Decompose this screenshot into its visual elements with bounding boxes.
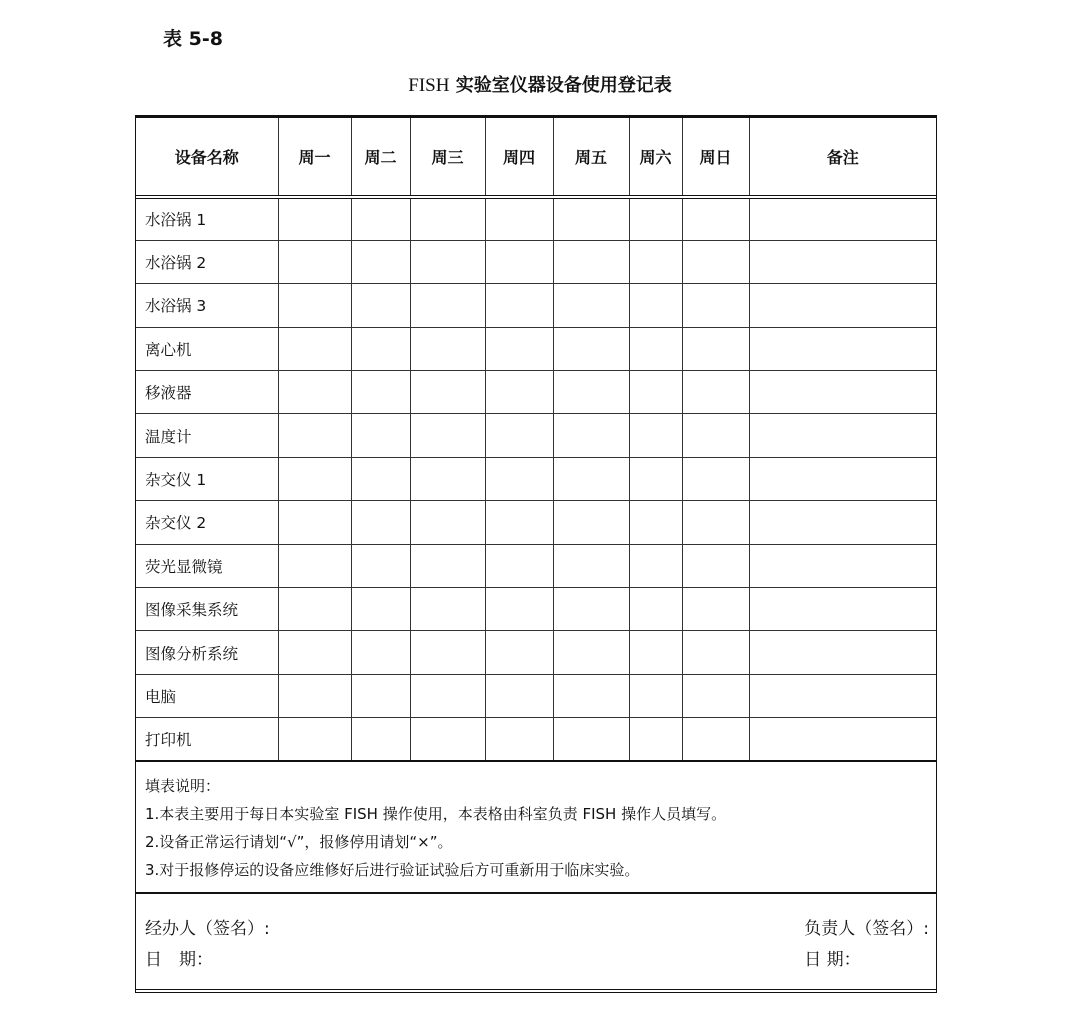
usage-cell-thursday[interactable] [485,631,553,674]
header-row [136,118,936,197]
usage-cell-monday[interactable] [278,371,351,414]
usage-cell-wednesday[interactable] [410,197,485,240]
usage-cell-wednesday[interactable] [410,631,485,674]
usage-cell-thursday[interactable] [485,718,553,761]
usage-cell-saturday[interactable] [629,414,682,457]
instruction-item-2: 2.设备正常运行请划“√”，报修停用请划“×”。 [145,833,453,852]
table-row [136,197,936,240]
remarks-cell[interactable] [749,240,936,283]
column-header-sunday: 周日 [682,118,749,197]
table-row [136,588,936,631]
usage-cell-sunday[interactable] [682,588,749,631]
usage-cell-thursday[interactable] [485,501,553,544]
device-name-cell: 温度计 [136,414,278,457]
remarks-cell[interactable] [749,197,936,240]
device-rows [136,197,936,761]
usage-cell-tuesday[interactable] [351,674,410,717]
table-row [136,327,936,370]
usage-cell-saturday[interactable] [629,327,682,370]
device-name-cell: 杂交仪 1 [136,457,278,500]
usage-cell-monday[interactable] [278,588,351,631]
usage-cell-monday[interactable] [278,414,351,457]
supervisor-date-label: 日 期： [804,950,861,971]
column-header-thursday: 周四 [485,118,553,197]
usage-cell-friday[interactable] [553,284,629,327]
usage-cell-tuesday[interactable] [351,501,410,544]
usage-cell-sunday[interactable] [682,674,749,717]
usage-cell-tuesday[interactable] [351,371,410,414]
device-name-cell: 打印机 [136,718,278,761]
usage-cell-thursday[interactable] [485,284,553,327]
usage-cell-sunday[interactable] [682,197,749,240]
table-row [136,544,936,587]
instructions [136,762,936,894]
usage-cell-sunday[interactable] [682,457,749,500]
usage-cell-tuesday[interactable] [351,284,410,327]
usage-cell-monday[interactable] [278,544,351,587]
usage-cell-monday[interactable] [278,327,351,370]
usage-cell-saturday[interactable] [629,501,682,544]
usage-cell-tuesday[interactable] [351,240,410,283]
usage-cell-thursday[interactable] [485,457,553,500]
usage-cell-sunday[interactable] [682,544,749,587]
device-name-cell: 移液器 [136,371,278,414]
device-name-cell: 图像分析系统 [136,631,278,674]
usage-cell-wednesday[interactable] [410,284,485,327]
table-row [136,240,936,283]
instructions-heading: 填表说明： [145,777,221,796]
usage-cell-thursday[interactable] [485,371,553,414]
usage-cell-saturday[interactable] [629,284,682,327]
device-name-cell: 水浴锅 2 [136,240,278,283]
usage-cell-saturday[interactable] [629,588,682,631]
usage-cell-wednesday[interactable] [410,588,485,631]
remarks-cell[interactable] [749,718,936,761]
usage-cell-wednesday[interactable] [410,327,485,370]
form-title [0,71,1080,97]
form-title-latin: FISH [408,75,450,96]
usage-cell-tuesday[interactable] [351,631,410,674]
usage-cell-friday[interactable] [553,197,629,240]
device-name-cell: 离心机 [136,327,278,370]
usage-cell-sunday[interactable] [682,240,749,283]
usage-cell-monday[interactable] [278,240,351,283]
usage-cell-wednesday[interactable] [410,674,485,717]
usage-cell-monday[interactable] [278,197,351,240]
remarks-cell[interactable] [749,588,936,631]
usage-cell-friday[interactable] [553,588,629,631]
register-table [136,118,936,762]
table-row [136,674,936,717]
remarks-cell[interactable] [749,674,936,717]
usage-cell-friday[interactable] [553,501,629,544]
usage-cell-friday[interactable] [553,718,629,761]
usage-cell-wednesday[interactable] [410,371,485,414]
usage-cell-wednesday[interactable] [410,240,485,283]
usage-cell-thursday[interactable] [485,544,553,587]
column-header-saturday: 周六 [629,118,682,197]
instruction-item-1: 1.本表主要用于每日本实验室 FISH 操作使用，本表格由科室负责 FISH 操作人员填写。 [145,805,727,824]
usage-cell-sunday[interactable] [682,371,749,414]
usage-cell-sunday[interactable] [682,501,749,544]
table-row [136,501,936,544]
usage-cell-saturday[interactable] [629,544,682,587]
usage-cell-saturday[interactable] [629,371,682,414]
table-row [136,414,936,457]
usage-cell-tuesday[interactable] [351,457,410,500]
usage-cell-monday[interactable] [278,457,351,500]
device-name-cell: 荧光显微镜 [136,544,278,587]
usage-cell-wednesday[interactable] [410,544,485,587]
table-row [136,631,936,674]
usage-cell-sunday[interactable] [682,284,749,327]
usage-cell-friday[interactable] [553,371,629,414]
usage-cell-thursday[interactable] [485,414,553,457]
usage-cell-saturday[interactable] [629,457,682,500]
usage-cell-saturday[interactable] [629,674,682,717]
usage-cell-sunday[interactable] [682,327,749,370]
usage-cell-tuesday[interactable] [351,197,410,240]
device-name-cell: 电脑 [136,674,278,717]
device-name-cell: 杂交仪 2 [136,501,278,544]
remarks-cell[interactable] [749,544,936,587]
usage-cell-monday[interactable] [278,718,351,761]
usage-cell-monday[interactable] [278,674,351,717]
handler-date-label: 日 期： [145,950,213,971]
table-row [136,718,936,761]
column-header-device-name: 设备名称 [136,118,278,197]
usage-cell-tuesday[interactable] [351,544,410,587]
remarks-cell[interactable] [749,631,936,674]
register-form [135,115,937,993]
table-row [136,284,936,327]
signature-section [136,894,936,993]
usage-cell-wednesday[interactable] [410,457,485,500]
usage-cell-monday[interactable] [278,284,351,327]
usage-cell-thursday[interactable] [485,197,553,240]
form-title-cjk: 实验室仪器设备使用登记表 [455,75,672,96]
remarks-cell[interactable] [749,457,936,500]
usage-cell-sunday[interactable] [682,631,749,674]
usage-cell-saturday[interactable] [629,197,682,240]
usage-cell-saturday[interactable] [629,718,682,761]
usage-cell-friday[interactable] [553,327,629,370]
device-name-cell: 水浴锅 1 [136,197,278,240]
supervisor-label: 负责人（签名）: [804,919,929,940]
usage-cell-tuesday[interactable] [351,327,410,370]
usage-cell-monday[interactable] [278,631,351,674]
usage-cell-friday[interactable] [553,674,629,717]
column-header-remarks: 备注 [749,118,936,197]
column-header-tuesday: 周二 [351,118,410,197]
remarks-cell[interactable] [749,327,936,370]
usage-cell-wednesday[interactable] [410,414,485,457]
usage-cell-thursday[interactable] [485,588,553,631]
remarks-cell[interactable] [749,501,936,544]
instruction-item-3: 3.对于报修停运的设备应维修好后进行验证试验后方可重新用于临床实验。 [145,861,640,880]
table-row [136,371,936,414]
usage-cell-thursday[interactable] [485,674,553,717]
column-header-friday: 周五 [553,118,629,197]
table-row [136,457,936,500]
remarks-cell[interactable] [749,371,936,414]
usage-cell-saturday[interactable] [629,240,682,283]
usage-cell-friday[interactable] [553,240,629,283]
usage-cell-monday[interactable] [278,501,351,544]
usage-cell-sunday[interactable] [682,718,749,761]
usage-cell-wednesday[interactable] [410,501,485,544]
usage-cell-saturday[interactable] [629,631,682,674]
handler-label: 经办人（签名）: [145,919,270,940]
column-header-wednesday: 周三 [410,118,485,197]
remarks-cell[interactable] [749,414,936,457]
handler-signature [145,914,270,976]
usage-cell-sunday[interactable] [682,414,749,457]
usage-cell-thursday[interactable] [485,327,553,370]
usage-cell-friday[interactable] [553,631,629,674]
usage-cell-friday[interactable] [553,457,629,500]
usage-cell-wednesday[interactable] [410,718,485,761]
remarks-cell[interactable] [749,284,936,327]
usage-cell-tuesday[interactable] [351,414,410,457]
usage-cell-tuesday[interactable] [351,718,410,761]
device-name-cell: 水浴锅 3 [136,284,278,327]
supervisor-signature [804,914,929,976]
usage-cell-friday[interactable] [553,414,629,457]
usage-cell-friday[interactable] [553,544,629,587]
device-name-cell: 图像采集系统 [136,588,278,631]
usage-cell-thursday[interactable] [485,240,553,283]
table-number: 表 5-8 [163,28,223,50]
usage-cell-tuesday[interactable] [351,588,410,631]
column-header-monday: 周一 [278,118,351,197]
